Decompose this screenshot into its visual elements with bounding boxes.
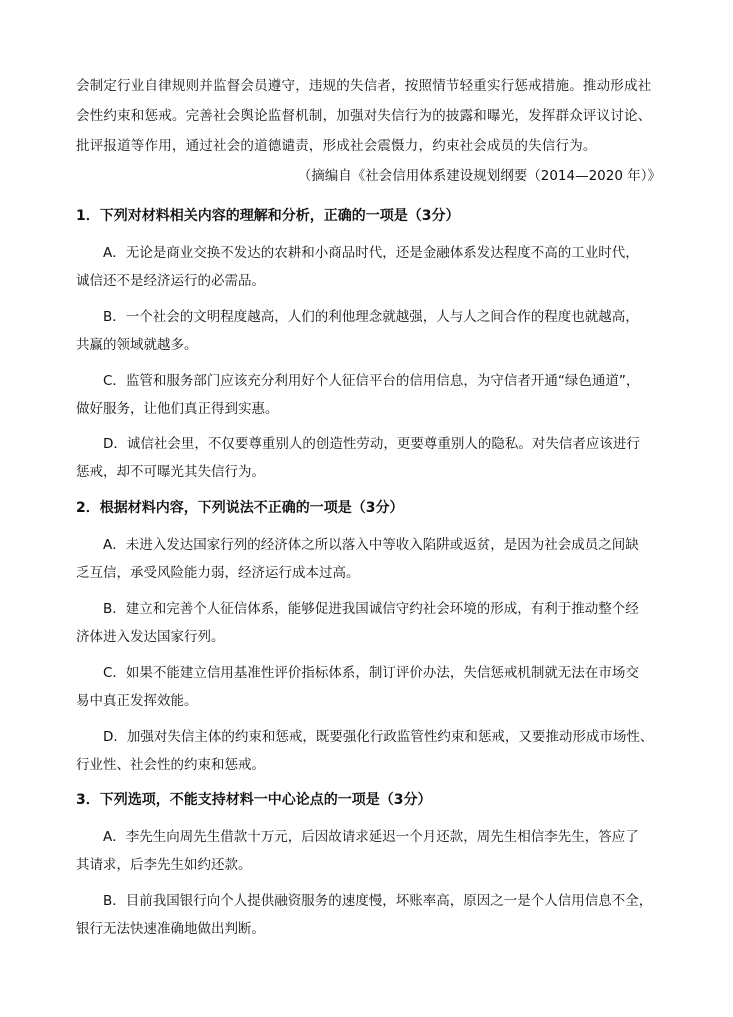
option-text: 做好服务，让他们真正得到实惠。: [76, 401, 279, 417]
intro-line: 会性约束和惩戒。完善社会舆论监督机制，加强对失信行为的披露和曝光，发挥群众评议讨论、: [76, 108, 652, 124]
option-text: 行业性、社会性的约束和惩戒。: [76, 757, 265, 773]
question-2-option-c: [76, 659, 676, 715]
option-text: 易中真正发挥效能。: [76, 693, 198, 709]
question-1-option-d: [76, 430, 676, 486]
option-text: B．目前我国银行向个人提供融资服务的速度慢，坏账率高，原因之一是个人信用信息不全，: [103, 893, 653, 909]
option-text: C．如果不能建立信用基准性评价指标体系，制订评价办法，失信惩戒机制就无法在市场交: [103, 665, 639, 681]
question-1-option-c: [76, 367, 676, 423]
question-2-option-d: [76, 723, 676, 779]
question-1-option-a: [76, 239, 676, 295]
option-text: A．李先生向周先生借款十万元，后因故请求延迟一个月还款，周先生相信李先生，答应了: [103, 829, 639, 845]
intro-line: 会制定行业自律规则并监督会员遵守，违规的失信者，按照情节轻重实行惩戒措施。推动形成社: [76, 78, 652, 94]
question-3-option-a: [76, 823, 676, 879]
option-text: 银行无法快速准确地做出判断。: [76, 921, 265, 937]
option-text: C．监管和服务部门应该充分利用好个人征信平台的信用信息，为守信者开通“绿色通道”，: [103, 373, 640, 389]
source-citation: （摘编自《社会信用体系建设规划纲要（2014—2020 年）》: [297, 168, 661, 184]
question-1-option-b: [76, 303, 676, 359]
option-text: A．未进入发达国家行列的经济体之所以落入中等收入陷阱或返贫，是因为社会成员之间缺: [103, 537, 639, 553]
option-text: 诚信还不是经济运行的必需品。: [76, 273, 265, 289]
question-2-option-b: [76, 595, 676, 651]
option-text: D．诚信社会里，不仅要尊重别人的创造性劳动，更要尊重别人的隐私。对失信者应该进行: [103, 436, 640, 452]
option-text: B．建立和完善个人征信体系，能够促进我国诚信守约社会环境的形成，有利于推动整个经: [103, 601, 639, 617]
option-text: 济体进入发达国家行列。: [76, 629, 225, 645]
option-text: A．无论是商业交换不发达的农耕和小商品时代，还是金融体系发达程度不高的工业时代，: [103, 245, 639, 261]
question-3-title: 3．下列选项，不能支持材料一中心论点的一项是（3分）: [76, 792, 432, 808]
question-2-option-a: [76, 531, 676, 587]
option-text: 其请求，后李先生如约还款。: [76, 857, 252, 873]
option-text: D．加强对失信主体的约束和惩戒，既要强化行政监管性约束和惩戒，又要推动形成市场性、: [103, 729, 654, 745]
question-2-title: 2．根据材料内容，下列说法不正确的一项是（3分）: [76, 500, 404, 516]
intro-paragraph: [76, 71, 676, 161]
option-text: 共赢的领域就越多。: [76, 337, 198, 353]
question-3-option-b: [76, 887, 676, 943]
question-1-title: 1．下列对材料相关内容的理解和分析，正确的一项是（3分）: [76, 208, 460, 224]
option-text: B．一个社会的文明程度越高，人们的利他理念就越强，人与人之间合作的程度也就越高，: [103, 309, 639, 325]
intro-line: 批评报道等作用，通过社会的道德谴责，形成社会震慑力，约束社会成员的失信行为。: [76, 138, 597, 154]
option-text: 乏互信，承受风险能力弱，经济运行成本过高。: [76, 565, 360, 581]
option-text: 惩戒，却不可曝光其失信行为。: [76, 464, 265, 480]
